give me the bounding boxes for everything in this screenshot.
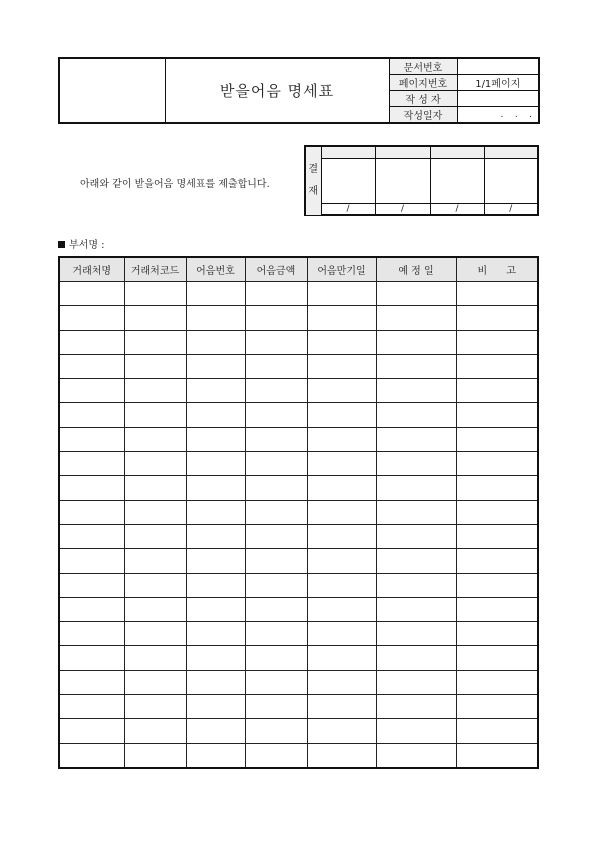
table-cell[interactable] bbox=[376, 500, 456, 524]
approval-title-cell bbox=[430, 146, 484, 158]
column-header-maturity-date: 어음만기일 bbox=[307, 257, 376, 282]
approval-sign-cell[interactable] bbox=[430, 158, 484, 203]
table-cell[interactable] bbox=[186, 646, 245, 670]
table-cell[interactable] bbox=[59, 573, 124, 597]
table-cell[interactable] bbox=[245, 500, 307, 524]
column-header-remarks: 비 고 bbox=[456, 257, 538, 282]
table-row bbox=[59, 354, 538, 378]
table-cell[interactable] bbox=[245, 476, 307, 500]
table-row bbox=[59, 549, 538, 573]
approval-title-cell bbox=[484, 146, 538, 158]
table-cell[interactable] bbox=[307, 646, 376, 670]
table-cell[interactable] bbox=[124, 573, 186, 597]
table-cell[interactable] bbox=[456, 622, 538, 646]
table-cell[interactable] bbox=[307, 306, 376, 330]
table-cell[interactable] bbox=[376, 452, 456, 476]
table-cell[interactable] bbox=[186, 719, 245, 743]
table-cell[interactable] bbox=[245, 379, 307, 403]
table-cell[interactable] bbox=[307, 670, 376, 694]
approval-date-cell[interactable]: / bbox=[430, 203, 484, 215]
table-cell[interactable] bbox=[456, 646, 538, 670]
table-cell[interactable] bbox=[124, 306, 186, 330]
approval-date-cell[interactable]: / bbox=[321, 203, 375, 215]
table-cell[interactable] bbox=[376, 330, 456, 354]
table-cell[interactable] bbox=[456, 743, 538, 768]
table-cell[interactable] bbox=[245, 282, 307, 306]
table-cell[interactable] bbox=[245, 354, 307, 378]
table-cell[interactable] bbox=[186, 622, 245, 646]
table-row bbox=[59, 646, 538, 670]
table-cell[interactable] bbox=[124, 622, 186, 646]
table-cell[interactable] bbox=[245, 622, 307, 646]
table-row bbox=[59, 330, 538, 354]
table-cell[interactable] bbox=[59, 719, 124, 743]
table-cell[interactable] bbox=[307, 695, 376, 719]
table-cell[interactable] bbox=[59, 646, 124, 670]
column-header-customer-name: 거래처명 bbox=[59, 257, 124, 282]
date-value[interactable]: . . . bbox=[457, 107, 539, 124]
table-header-row bbox=[59, 257, 538, 282]
table-cell[interactable] bbox=[376, 476, 456, 500]
table-cell[interactable] bbox=[59, 354, 124, 378]
approval-box bbox=[304, 145, 539, 216]
table-cell[interactable] bbox=[245, 306, 307, 330]
table-cell[interactable] bbox=[307, 500, 376, 524]
table-cell[interactable] bbox=[245, 743, 307, 768]
table-cell[interactable] bbox=[307, 622, 376, 646]
table-cell[interactable] bbox=[124, 282, 186, 306]
table-cell[interactable] bbox=[124, 719, 186, 743]
table-cell[interactable] bbox=[456, 549, 538, 573]
notes-receivable-table bbox=[58, 256, 539, 769]
table-cell[interactable] bbox=[456, 282, 538, 306]
approval-date-cell[interactable]: / bbox=[375, 203, 430, 215]
table-row bbox=[59, 476, 538, 500]
table-cell[interactable] bbox=[307, 427, 376, 451]
table-cell[interactable] bbox=[307, 452, 376, 476]
table-row bbox=[59, 695, 538, 719]
table-cell[interactable] bbox=[245, 646, 307, 670]
table-cell[interactable] bbox=[456, 573, 538, 597]
table-cell[interactable] bbox=[186, 354, 245, 378]
table-cell[interactable] bbox=[456, 306, 538, 330]
table-row bbox=[59, 719, 538, 743]
approval-side-top: 결 bbox=[308, 163, 319, 175]
table-cell[interactable] bbox=[59, 670, 124, 694]
table-cell[interactable] bbox=[376, 597, 456, 621]
column-header-customer-code: 거래처코드 bbox=[124, 257, 186, 282]
table-row bbox=[59, 379, 538, 403]
table-row bbox=[59, 282, 538, 306]
table-cell[interactable] bbox=[245, 452, 307, 476]
table-cell[interactable] bbox=[307, 743, 376, 768]
table-cell[interactable] bbox=[307, 476, 376, 500]
table-cell[interactable] bbox=[307, 282, 376, 306]
document-title: 받을어음 명세표 bbox=[165, 58, 389, 123]
table-cell[interactable] bbox=[59, 403, 124, 427]
author-label: 작 성 자 bbox=[389, 91, 457, 107]
table-cell[interactable] bbox=[456, 670, 538, 694]
table-cell[interactable] bbox=[186, 452, 245, 476]
table-cell[interactable] bbox=[376, 354, 456, 378]
column-header-scheduled-date: 예 정 일 bbox=[376, 257, 456, 282]
table-cell[interactable] bbox=[307, 379, 376, 403]
table-cell[interactable] bbox=[376, 379, 456, 403]
table-cell[interactable] bbox=[186, 330, 245, 354]
table-cell[interactable] bbox=[186, 306, 245, 330]
table-cell[interactable] bbox=[456, 597, 538, 621]
table-cell[interactable] bbox=[124, 500, 186, 524]
approval-sign-cell[interactable] bbox=[484, 158, 538, 203]
table-cell[interactable] bbox=[186, 476, 245, 500]
table-cell[interactable] bbox=[59, 597, 124, 621]
table-cell[interactable] bbox=[59, 427, 124, 451]
table-cell[interactable] bbox=[245, 549, 307, 573]
intro-text: 아래와 같이 받을어음 명세표를 제출합니다. bbox=[80, 179, 270, 190]
table-cell[interactable] bbox=[124, 354, 186, 378]
table-cell[interactable] bbox=[124, 330, 186, 354]
table-cell[interactable] bbox=[245, 524, 307, 548]
table-cell[interactable] bbox=[456, 427, 538, 451]
table-cell[interactable] bbox=[376, 695, 456, 719]
table-cell[interactable] bbox=[59, 379, 124, 403]
table-cell[interactable] bbox=[186, 500, 245, 524]
table-cell[interactable] bbox=[245, 330, 307, 354]
table-cell[interactable] bbox=[124, 646, 186, 670]
table-cell[interactable] bbox=[186, 524, 245, 548]
table-cell[interactable] bbox=[456, 719, 538, 743]
table-cell[interactable] bbox=[245, 670, 307, 694]
table-cell[interactable] bbox=[186, 597, 245, 621]
table-cell[interactable] bbox=[376, 622, 456, 646]
table-cell[interactable] bbox=[456, 695, 538, 719]
table-cell[interactable] bbox=[376, 573, 456, 597]
table-cell[interactable] bbox=[245, 573, 307, 597]
table-cell[interactable] bbox=[376, 549, 456, 573]
table-cell[interactable] bbox=[456, 476, 538, 500]
page-number-label: 페이지번호 bbox=[389, 75, 457, 91]
table-cell[interactable] bbox=[59, 476, 124, 500]
table-cell[interactable] bbox=[186, 695, 245, 719]
approval-title-cell bbox=[321, 146, 375, 158]
table-cell[interactable] bbox=[245, 597, 307, 621]
table-cell[interactable] bbox=[59, 549, 124, 573]
table-cell[interactable] bbox=[376, 427, 456, 451]
table-cell[interactable] bbox=[186, 282, 245, 306]
table-cell[interactable] bbox=[186, 379, 245, 403]
table-row bbox=[59, 403, 538, 427]
table-cell[interactable] bbox=[124, 524, 186, 548]
author-value[interactable] bbox=[457, 91, 539, 107]
table-cell[interactable] bbox=[124, 379, 186, 403]
table-cell[interactable] bbox=[124, 452, 186, 476]
table-row bbox=[59, 622, 538, 646]
approval-side-bottom: 재 bbox=[308, 185, 319, 197]
table-cell[interactable] bbox=[124, 670, 186, 694]
doc-number-value[interactable] bbox=[457, 58, 539, 75]
table-row bbox=[59, 670, 538, 694]
table-cell[interactable] bbox=[245, 403, 307, 427]
table-cell[interactable] bbox=[307, 573, 376, 597]
date-label: 작성일자 bbox=[389, 107, 457, 124]
table-cell[interactable] bbox=[124, 476, 186, 500]
table-cell[interactable] bbox=[124, 743, 186, 768]
page-number-value: 1/1페이지 bbox=[457, 75, 539, 91]
table-row bbox=[59, 573, 538, 597]
table-row bbox=[59, 427, 538, 451]
table-cell[interactable] bbox=[186, 549, 245, 573]
table-cell[interactable] bbox=[59, 452, 124, 476]
table-cell[interactable] bbox=[245, 427, 307, 451]
table-cell[interactable] bbox=[376, 306, 456, 330]
table-cell[interactable] bbox=[307, 524, 376, 548]
table-cell[interactable] bbox=[186, 573, 245, 597]
table-cell[interactable] bbox=[59, 500, 124, 524]
table-cell[interactable] bbox=[59, 695, 124, 719]
table-cell[interactable] bbox=[307, 597, 376, 621]
table-cell[interactable] bbox=[186, 427, 245, 451]
table-body bbox=[59, 282, 538, 768]
bullet-square-icon bbox=[58, 241, 65, 248]
table-cell[interactable] bbox=[59, 524, 124, 548]
table-cell[interactable] bbox=[376, 670, 456, 694]
department-label-text: 부서명 : bbox=[69, 240, 105, 251]
table-cell[interactable] bbox=[307, 330, 376, 354]
table-cell[interactable] bbox=[456, 330, 538, 354]
table-cell[interactable] bbox=[59, 282, 124, 306]
table-row bbox=[59, 306, 538, 330]
doc-number-label: 문서번호 bbox=[389, 58, 457, 75]
approval-date-cell[interactable]: / bbox=[484, 203, 538, 215]
table-cell[interactable] bbox=[307, 403, 376, 427]
table-row bbox=[59, 597, 538, 621]
table-cell[interactable] bbox=[124, 695, 186, 719]
table-row bbox=[59, 452, 538, 476]
column-header-note-number: 어음번호 bbox=[186, 257, 245, 282]
table-cell[interactable] bbox=[376, 403, 456, 427]
approval-sign-cell[interactable] bbox=[375, 158, 430, 203]
table-cell[interactable] bbox=[124, 597, 186, 621]
table-cell[interactable] bbox=[186, 403, 245, 427]
table-cell[interactable] bbox=[59, 330, 124, 354]
table-cell[interactable] bbox=[124, 427, 186, 451]
table-cell[interactable] bbox=[456, 452, 538, 476]
table-cell[interactable] bbox=[245, 695, 307, 719]
approval-title-cell bbox=[375, 146, 430, 158]
table-cell[interactable] bbox=[124, 403, 186, 427]
approval-sign-cell[interactable] bbox=[321, 158, 375, 203]
table-cell[interactable] bbox=[186, 743, 245, 768]
logo-area bbox=[59, 58, 165, 123]
table-cell[interactable] bbox=[186, 670, 245, 694]
table-cell[interactable] bbox=[456, 403, 538, 427]
table-cell[interactable] bbox=[59, 306, 124, 330]
table-cell[interactable] bbox=[376, 719, 456, 743]
approval-side-label bbox=[305, 146, 321, 215]
table-cell[interactable] bbox=[124, 549, 186, 573]
table-cell[interactable] bbox=[456, 500, 538, 524]
table-row bbox=[59, 524, 538, 548]
table-row bbox=[59, 743, 538, 768]
table-cell[interactable] bbox=[59, 622, 124, 646]
table-cell[interactable] bbox=[456, 379, 538, 403]
department-label bbox=[58, 236, 105, 251]
table-cell[interactable] bbox=[376, 524, 456, 548]
column-header-note-amount: 어음금액 bbox=[245, 257, 307, 282]
table-row bbox=[59, 500, 538, 524]
table-cell[interactable] bbox=[376, 743, 456, 768]
table-cell[interactable] bbox=[376, 646, 456, 670]
table-cell[interactable] bbox=[376, 282, 456, 306]
table-cell[interactable] bbox=[307, 719, 376, 743]
table-cell[interactable] bbox=[456, 524, 538, 548]
document-header bbox=[58, 57, 540, 124]
table-cell[interactable] bbox=[59, 743, 124, 768]
table-cell[interactable] bbox=[307, 354, 376, 378]
table-cell[interactable] bbox=[307, 549, 376, 573]
table-cell[interactable] bbox=[245, 719, 307, 743]
table-cell[interactable] bbox=[456, 354, 538, 378]
